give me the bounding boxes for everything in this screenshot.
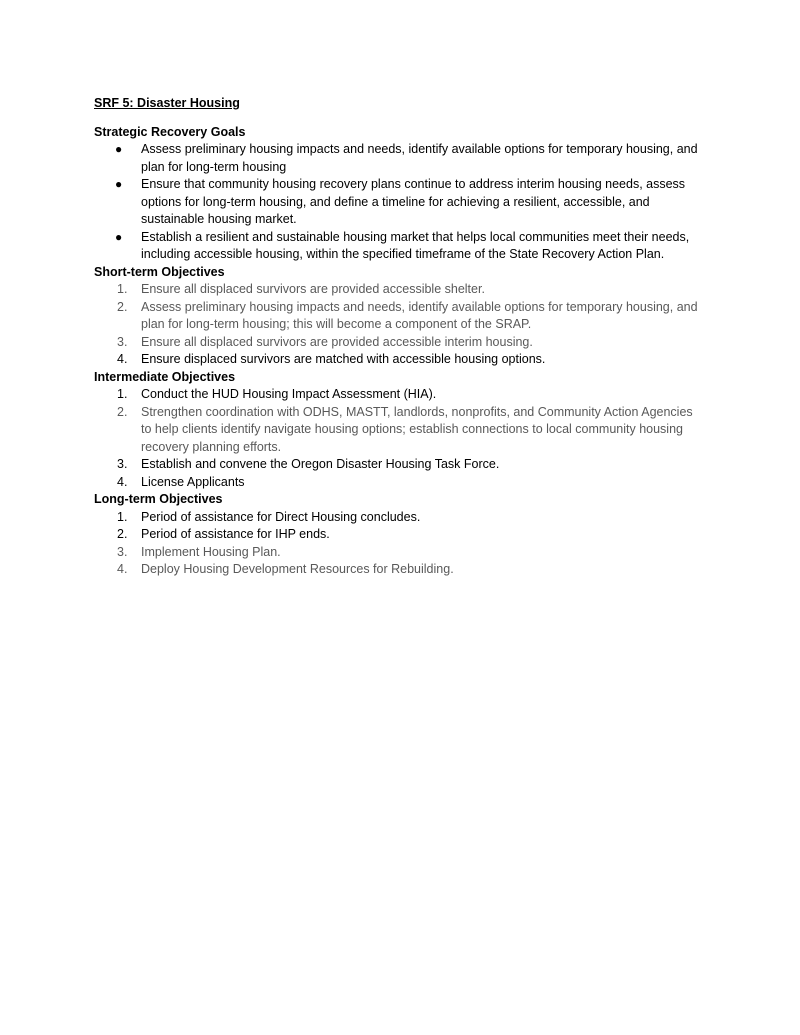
document-page xyxy=(94,95,706,579)
long-term-objectives-list xyxy=(94,509,706,579)
list-item-text: Deploy Housing Development Resources for Rebuilding. xyxy=(141,562,454,576)
list-item-text: Implement Housing Plan. xyxy=(141,544,281,559)
list-item-number: 4. xyxy=(117,474,128,489)
list-item-text: Ensure displaced survivors are matched with accessible housing options. xyxy=(141,352,546,366)
list-item xyxy=(94,561,706,579)
list-item-number: 3. xyxy=(117,457,128,471)
list-item xyxy=(94,474,706,492)
list-item-number: 1. xyxy=(117,282,128,296)
list-item xyxy=(94,544,706,562)
list-item xyxy=(94,229,706,264)
list-item-number: 2. xyxy=(117,299,128,314)
list-item-text: Period of assistance for Direct Housing concludes. xyxy=(141,509,421,524)
list-item-number: 2. xyxy=(117,404,128,419)
list-item xyxy=(94,404,706,457)
list-item xyxy=(94,176,706,229)
list-item-text: Establish a resilient and sustainable housing market that helps local communities meet their needs, including accessible housing, within the specified timeframe of the State Recovery Action Plan. xyxy=(141,229,690,261)
list-item-number: 2. xyxy=(117,527,128,541)
list-item-number: 1. xyxy=(117,387,128,401)
section-heading-long-term: Long-term Objectives xyxy=(94,492,223,506)
list-item-number: 3. xyxy=(117,544,128,559)
list-item xyxy=(94,386,706,404)
list-item xyxy=(94,509,706,527)
list-item xyxy=(94,456,706,474)
section-heading-short-term: Short-term Objectives xyxy=(94,264,225,279)
list-item-text: Assess preliminary housing impacts and needs, identify available options for temporary housing, and plan for long-term housing xyxy=(141,142,698,174)
bullet-icon: ● xyxy=(115,142,123,156)
list-item-number: 3. xyxy=(117,334,128,349)
list-item-text: Ensure all displaced survivors are provided accessible shelter. xyxy=(141,282,485,296)
page-title: SRF 5: Disaster Housing xyxy=(94,96,240,110)
list-item-text: Ensure that community housing recovery plans continue to address interim housing needs, assess options for long-term housing, and define a timeline for achieving a resilient, accessible, and sustainable housing market. xyxy=(141,177,686,226)
list-item-text: Strengthen coordination with ODHS, MASTT, landlords, nonprofits, and Community Action Agencies to help clients identify navigate housing options; establish connections to local community housing recovery planning efforts. xyxy=(141,404,693,454)
list-item-text: Establish and convene the Oregon Disaster Housing Task Force. xyxy=(141,457,500,471)
list-item-text: Period of assistance for IHP ends. xyxy=(141,527,330,541)
list-item xyxy=(94,334,706,352)
intermediate-objectives-list xyxy=(94,386,706,491)
list-item xyxy=(94,351,706,369)
strategic-goals-list xyxy=(94,141,706,264)
list-item-text: Ensure all displaced survivors are provided accessible interim housing. xyxy=(141,334,533,349)
bullet-icon: ● xyxy=(115,177,123,191)
list-item xyxy=(94,526,706,544)
list-item xyxy=(94,141,706,176)
list-item xyxy=(94,299,706,334)
list-item-number: 1. xyxy=(117,509,128,524)
short-term-objectives-list xyxy=(94,281,706,369)
list-item xyxy=(94,281,706,299)
list-item-text: Conduct the HUD Housing Impact Assessment (HIA). xyxy=(141,387,437,401)
list-item-number: 4. xyxy=(117,352,128,366)
list-item-text: Assess preliminary housing impacts and needs, identify available options for temporary housing, and plan for long-term housing; this will become a component of the SRAP. xyxy=(141,299,698,331)
list-item-number: 4. xyxy=(117,562,128,576)
bullet-icon: ● xyxy=(115,229,123,244)
list-item-text: License Applicants xyxy=(141,474,245,489)
section-heading-strategic-goals: Strategic Recovery Goals xyxy=(94,124,246,139)
section-heading-intermediate: Intermediate Objectives xyxy=(94,369,236,384)
